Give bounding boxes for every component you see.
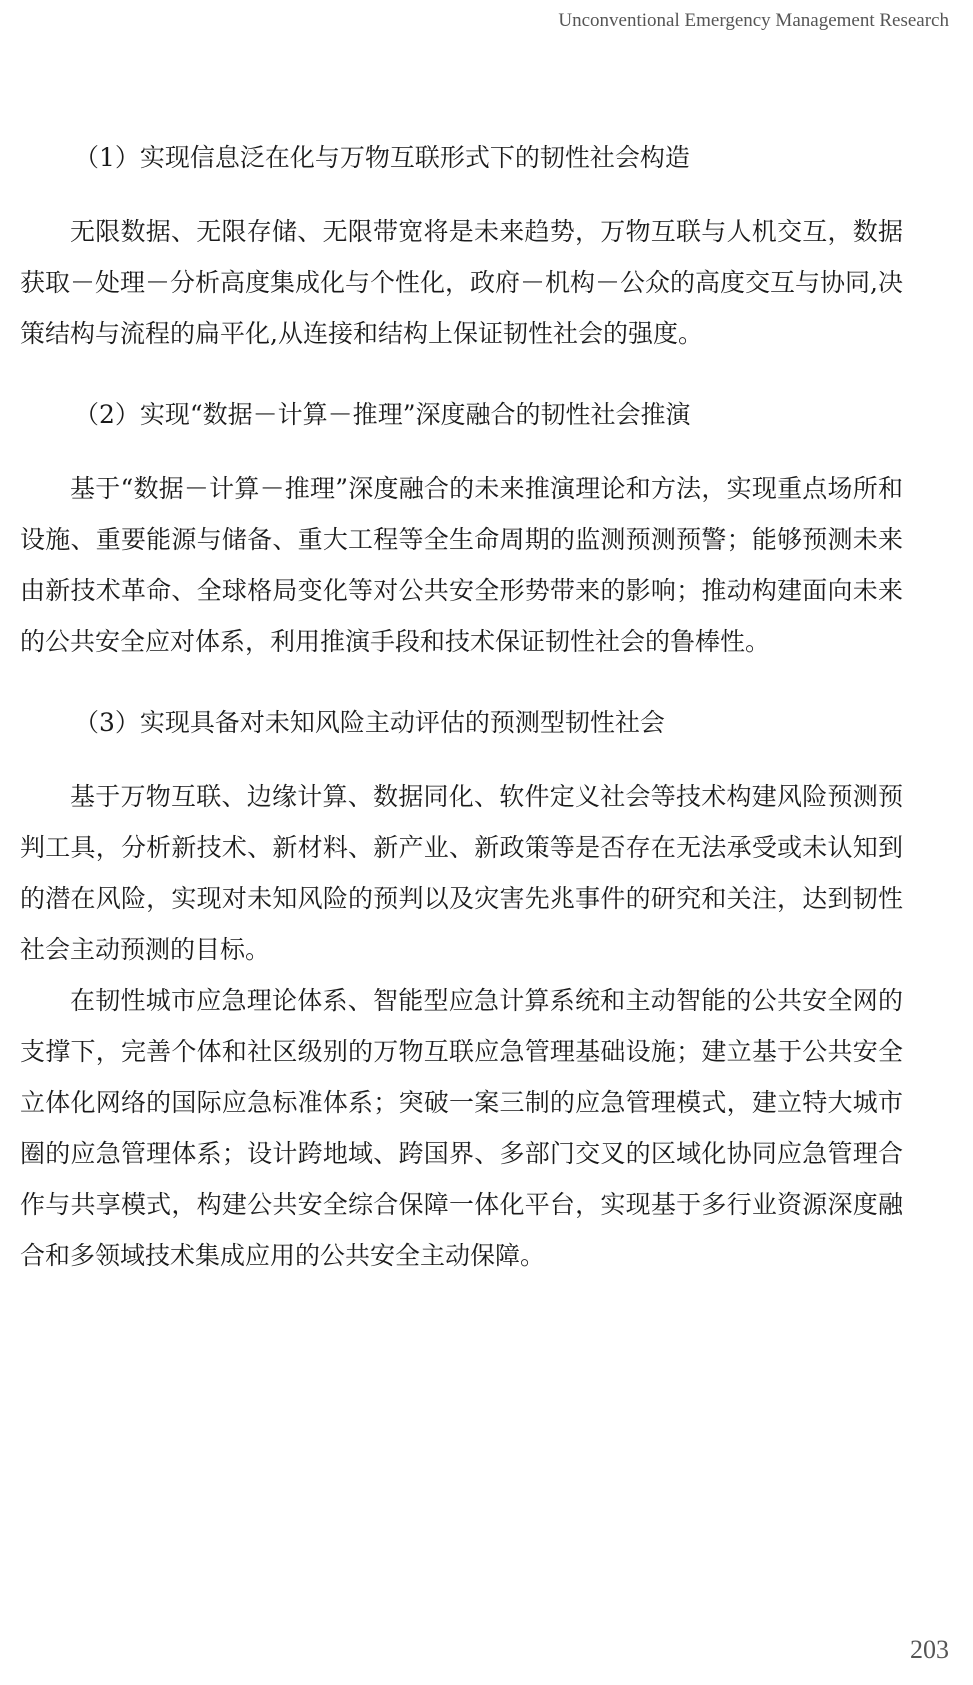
section-3-paragraph-2: 在韧性城市应急理论体系、智能型应急计算系统和主动智能的公共安全网的支撑下，完善个体和社区级别的万物互联应急管理基础设施；建立基于公共安全立体化网络的国际应急标准体系；突破一案三制的应急管理模式，建立特大城市圈的应急管理体系；设计跨地域、跨国界、多部门交叉的区域化协同应急管理合作与共享模式，构建公共安全综合保障一体化平台，实现基于多行业资源深度融合和多领域技术集成应用的公共安全主动保障。 bbox=[20, 986, 903, 1270]
section-heading-1: （1）实现信息泛在化与万物互联形式下的韧性社会构造 bbox=[74, 143, 690, 172]
section-heading-3: （3）实现具备对未知风险主动评估的预测型韧性社会 bbox=[74, 708, 665, 737]
running-header: Unconventional Emergency Management Research bbox=[558, 10, 949, 31]
section-heading-2: （2）实现“数据－计算－推理”深度融合的韧性社会推演 bbox=[74, 400, 691, 429]
page-number: 203 bbox=[910, 1635, 949, 1664]
section-3-paragraph-1: 基于万物互联、边缘计算、数据同化、软件定义社会等技术构建风险预测预判工具，分析新技术、新材料、新产业、新政策等是否存在无法承受或未认知到的潜在风险，实现对未知风险的预判以及灾害先兆事件的研究和关注，达到韧性社会主动预测的目标。 bbox=[20, 782, 903, 964]
section-2-paragraph-1: 基于“数据－计算－推理”深度融合的未来推演理论和方法，实现重点场所和设施、重要能源与储备、重大工程等全生命周期的监测预测预警；能够预测未来由新技术革命、全球格局变化等对公共安全形势带来的影响；推动构建面向未来的公共安全应对体系，利用推演手段和技术保证韧性社会的鲁棒性。 bbox=[20, 474, 903, 656]
page-body bbox=[20, 140, 903, 1281]
section-1-paragraph-1: 无限数据、无限存储、无限带宽将是未来趋势，万物互联与人机交互，数据获取－处理－分析高度集成化与个性化，政府－机构－公众的高度交互与协同,决策结构与流程的扁平化,从连接和结构上保证韧性社会的强度。 bbox=[20, 217, 903, 348]
